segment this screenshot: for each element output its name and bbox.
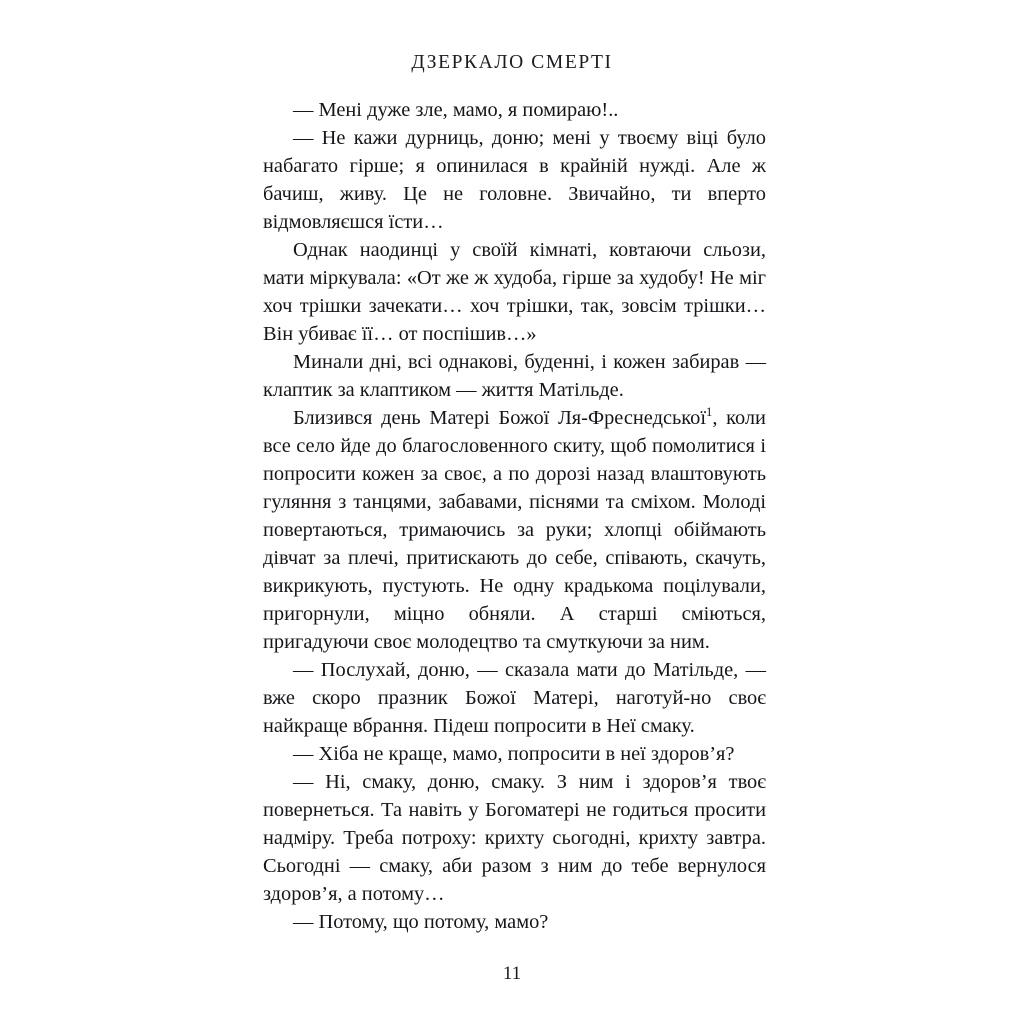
paragraph: — Хіба не краще, мамо, попросити в неї здоров’я?: [293, 743, 735, 765]
paragraph: Однак наодинці у своїй кімнаті, ковтаючи сльози, мати міркувала: «От же ж худоба, гірше за худобу! Не міг хоч трішки зачекати… хоч трішки, так, зовсім трішки… Він убиває її… от поспішив…»: [263, 239, 766, 345]
paragraph: — Послухай, доню, — сказала мати до Матільде, — вже скоро празник Божої Матері, наготуй-но своє найкраще вбрання. Підеш попросити в Неї смаку.: [263, 659, 766, 737]
paragraph: Минали дні, всі однакові, буденні, і кожен забирав — клаптик за клаптиком — життя Матільде.: [263, 351, 766, 401]
body-text-column: [263, 96, 766, 936]
paragraph: — Мені дуже зле, мамо, я помираю!..: [293, 99, 619, 121]
paragraph: — Ні, смаку, доню, смаку. З ним і здоров’я твоє повернеться. Та навіть у Богоматері не годиться просити надміру. Треба потроху: крихту сьогодні, крихту завтра. Сьогодні — смаку, аби разом з ним до тебе вернулося здоров’я, а потому…: [263, 771, 766, 905]
page-number: 11: [502, 963, 522, 984]
paragraph: — Потому, що потому, мамо?: [293, 911, 549, 933]
paragraph-text-before-footnote: Близився день Матері Божої Ля-Фреснедської: [293, 407, 707, 429]
paragraph-with-footnote: [263, 404, 766, 656]
paragraph: — Не кажи дурниць, доню; мені у твоєму віці було набагато гірше; я опинилася в крайній нужді. Але ж бачиш, живу. Це не головне. Звичайно, ти вперто відмовляєшся їсти…: [263, 127, 766, 233]
footnote-marker[interactable]: 1: [706, 405, 713, 420]
paragraph-text-after-footnote: , коли все село йде до благословенного скиту, щоб помолитися і попросити кожен за своє, а по дорозі назад влаштовують гуляння з танцями, забавами, піснями та сміхом. Молоді повертаються, тримаючись за руки; хлопці обіймають дівчат за плечі, притискають до себе, співають, скачуть, викрикують, пустують. Не одну крадькома поцілували, пригорнули, міцно обняли. А старші сміються, пригадуючи своє молодецтво та смуткуючи за ним.: [263, 407, 766, 653]
running-head: ДЗЕРКАЛО СМЕРТІ: [411, 52, 613, 73]
